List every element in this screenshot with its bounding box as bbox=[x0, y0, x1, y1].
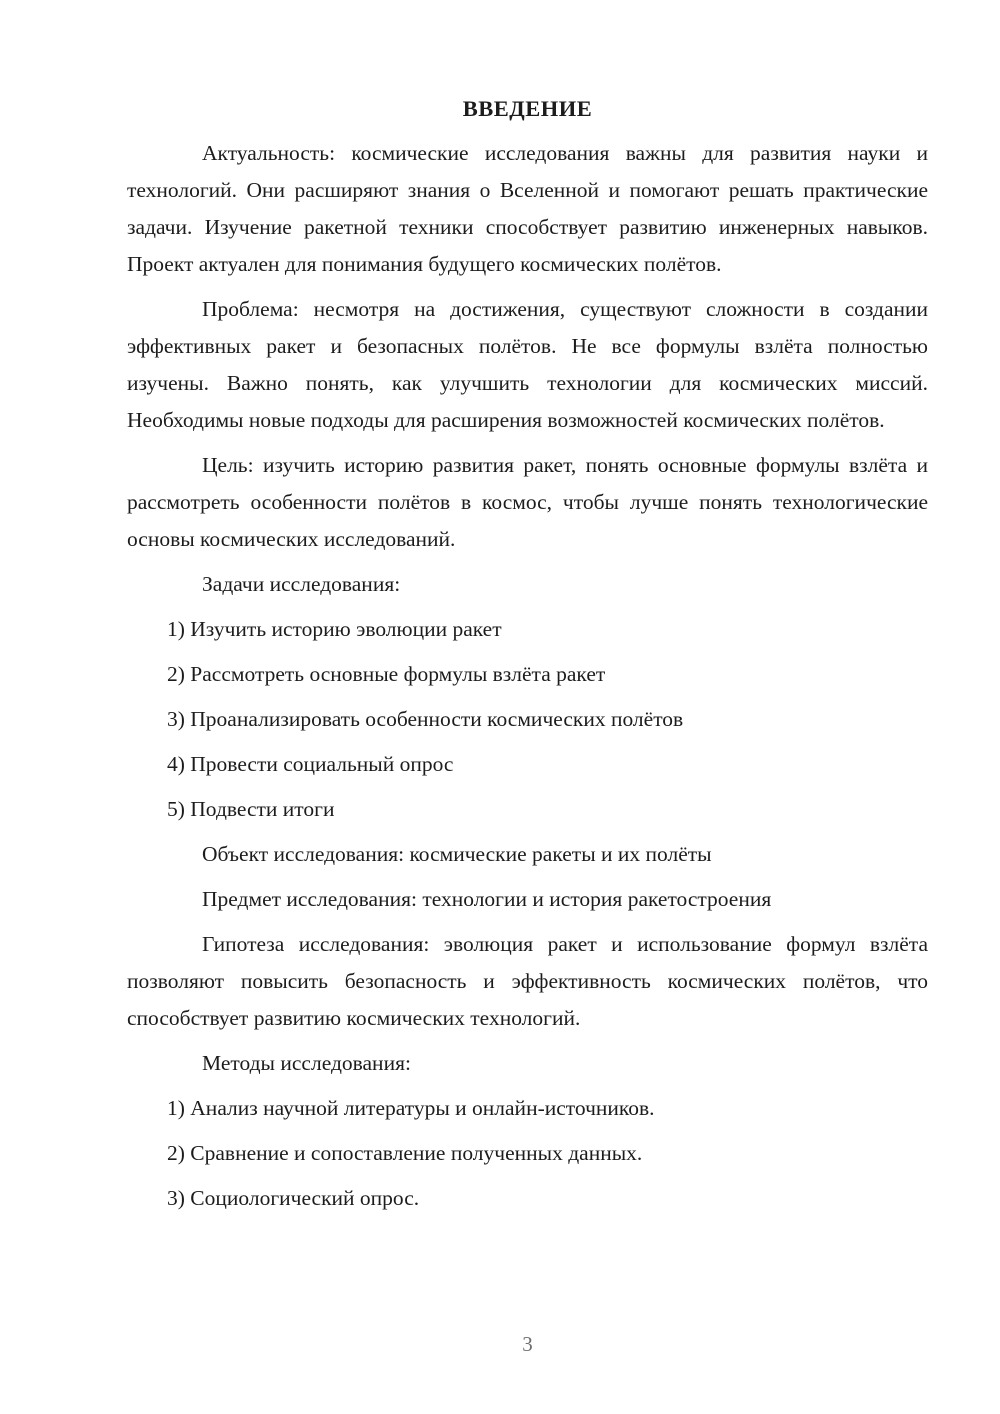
page-title: ВВЕДЕНИЕ bbox=[462, 96, 593, 121]
paragraph-hypothesis: Гипотеза исследования: эволюция ракет и использование формул взлёта позволяют повысить безопасность и эффективность космических полётов, что способствует развитию космических технологий. bbox=[127, 932, 928, 1030]
document-content bbox=[127, 90, 928, 1225]
methods-list bbox=[127, 1090, 928, 1217]
paragraph-goal: Цель: изучить историю развития ракет, понять основные формулы взлёта и рассмотреть особенности полётов в космос, чтобы лучше понять технологические основы космических исследований. bbox=[127, 453, 928, 551]
task-item: 1) Изучить историю эволюции ракет bbox=[167, 617, 502, 641]
paragraph-object: Объект исследования: космические ракеты и их полёты bbox=[202, 842, 712, 866]
task-item: 2) Рассмотреть основные формулы взлёта ракет bbox=[167, 662, 606, 686]
task-item: 4) Провести социальный опрос bbox=[167, 752, 454, 776]
paragraph-actuality: Актуальность: космические исследования важны для развития науки и технологий. Они расширяют знания о Вселенной и помогают решать практические задачи. Изучение ракетной техники способствует развитию инженерных навыков. Проект актуален для понимания будущего космических полётов. bbox=[127, 141, 928, 276]
task-item: 3) Проанализировать особенности космических полётов bbox=[167, 707, 684, 731]
methods-heading: Методы исследования: bbox=[202, 1051, 411, 1075]
method-item: 1) Анализ научной литературы и онлайн-источников. bbox=[167, 1096, 655, 1120]
paragraph-problem: Проблема: несмотря на достижения, существуют сложности в создании эффективных ракет и безопасных полётов. Не все формулы взлёта полностью изучены. Важно понять, как улучшить технологии для космических миссий. Необходимы новые подходы для расширения возможностей космических полётов. bbox=[127, 297, 928, 432]
paragraph-subject: Предмет исследования: технологии и история ракетостроения bbox=[202, 887, 772, 911]
method-item: 3) Социологический опрос. bbox=[167, 1186, 420, 1210]
tasks-list bbox=[127, 611, 928, 828]
page-number: 3 bbox=[522, 1332, 533, 1356]
method-item: 2) Сравнение и сопоставление полученных данных. bbox=[167, 1141, 643, 1165]
task-item: 5) Подвести итоги bbox=[167, 797, 335, 821]
tasks-heading: Задачи исследования: bbox=[202, 572, 401, 596]
